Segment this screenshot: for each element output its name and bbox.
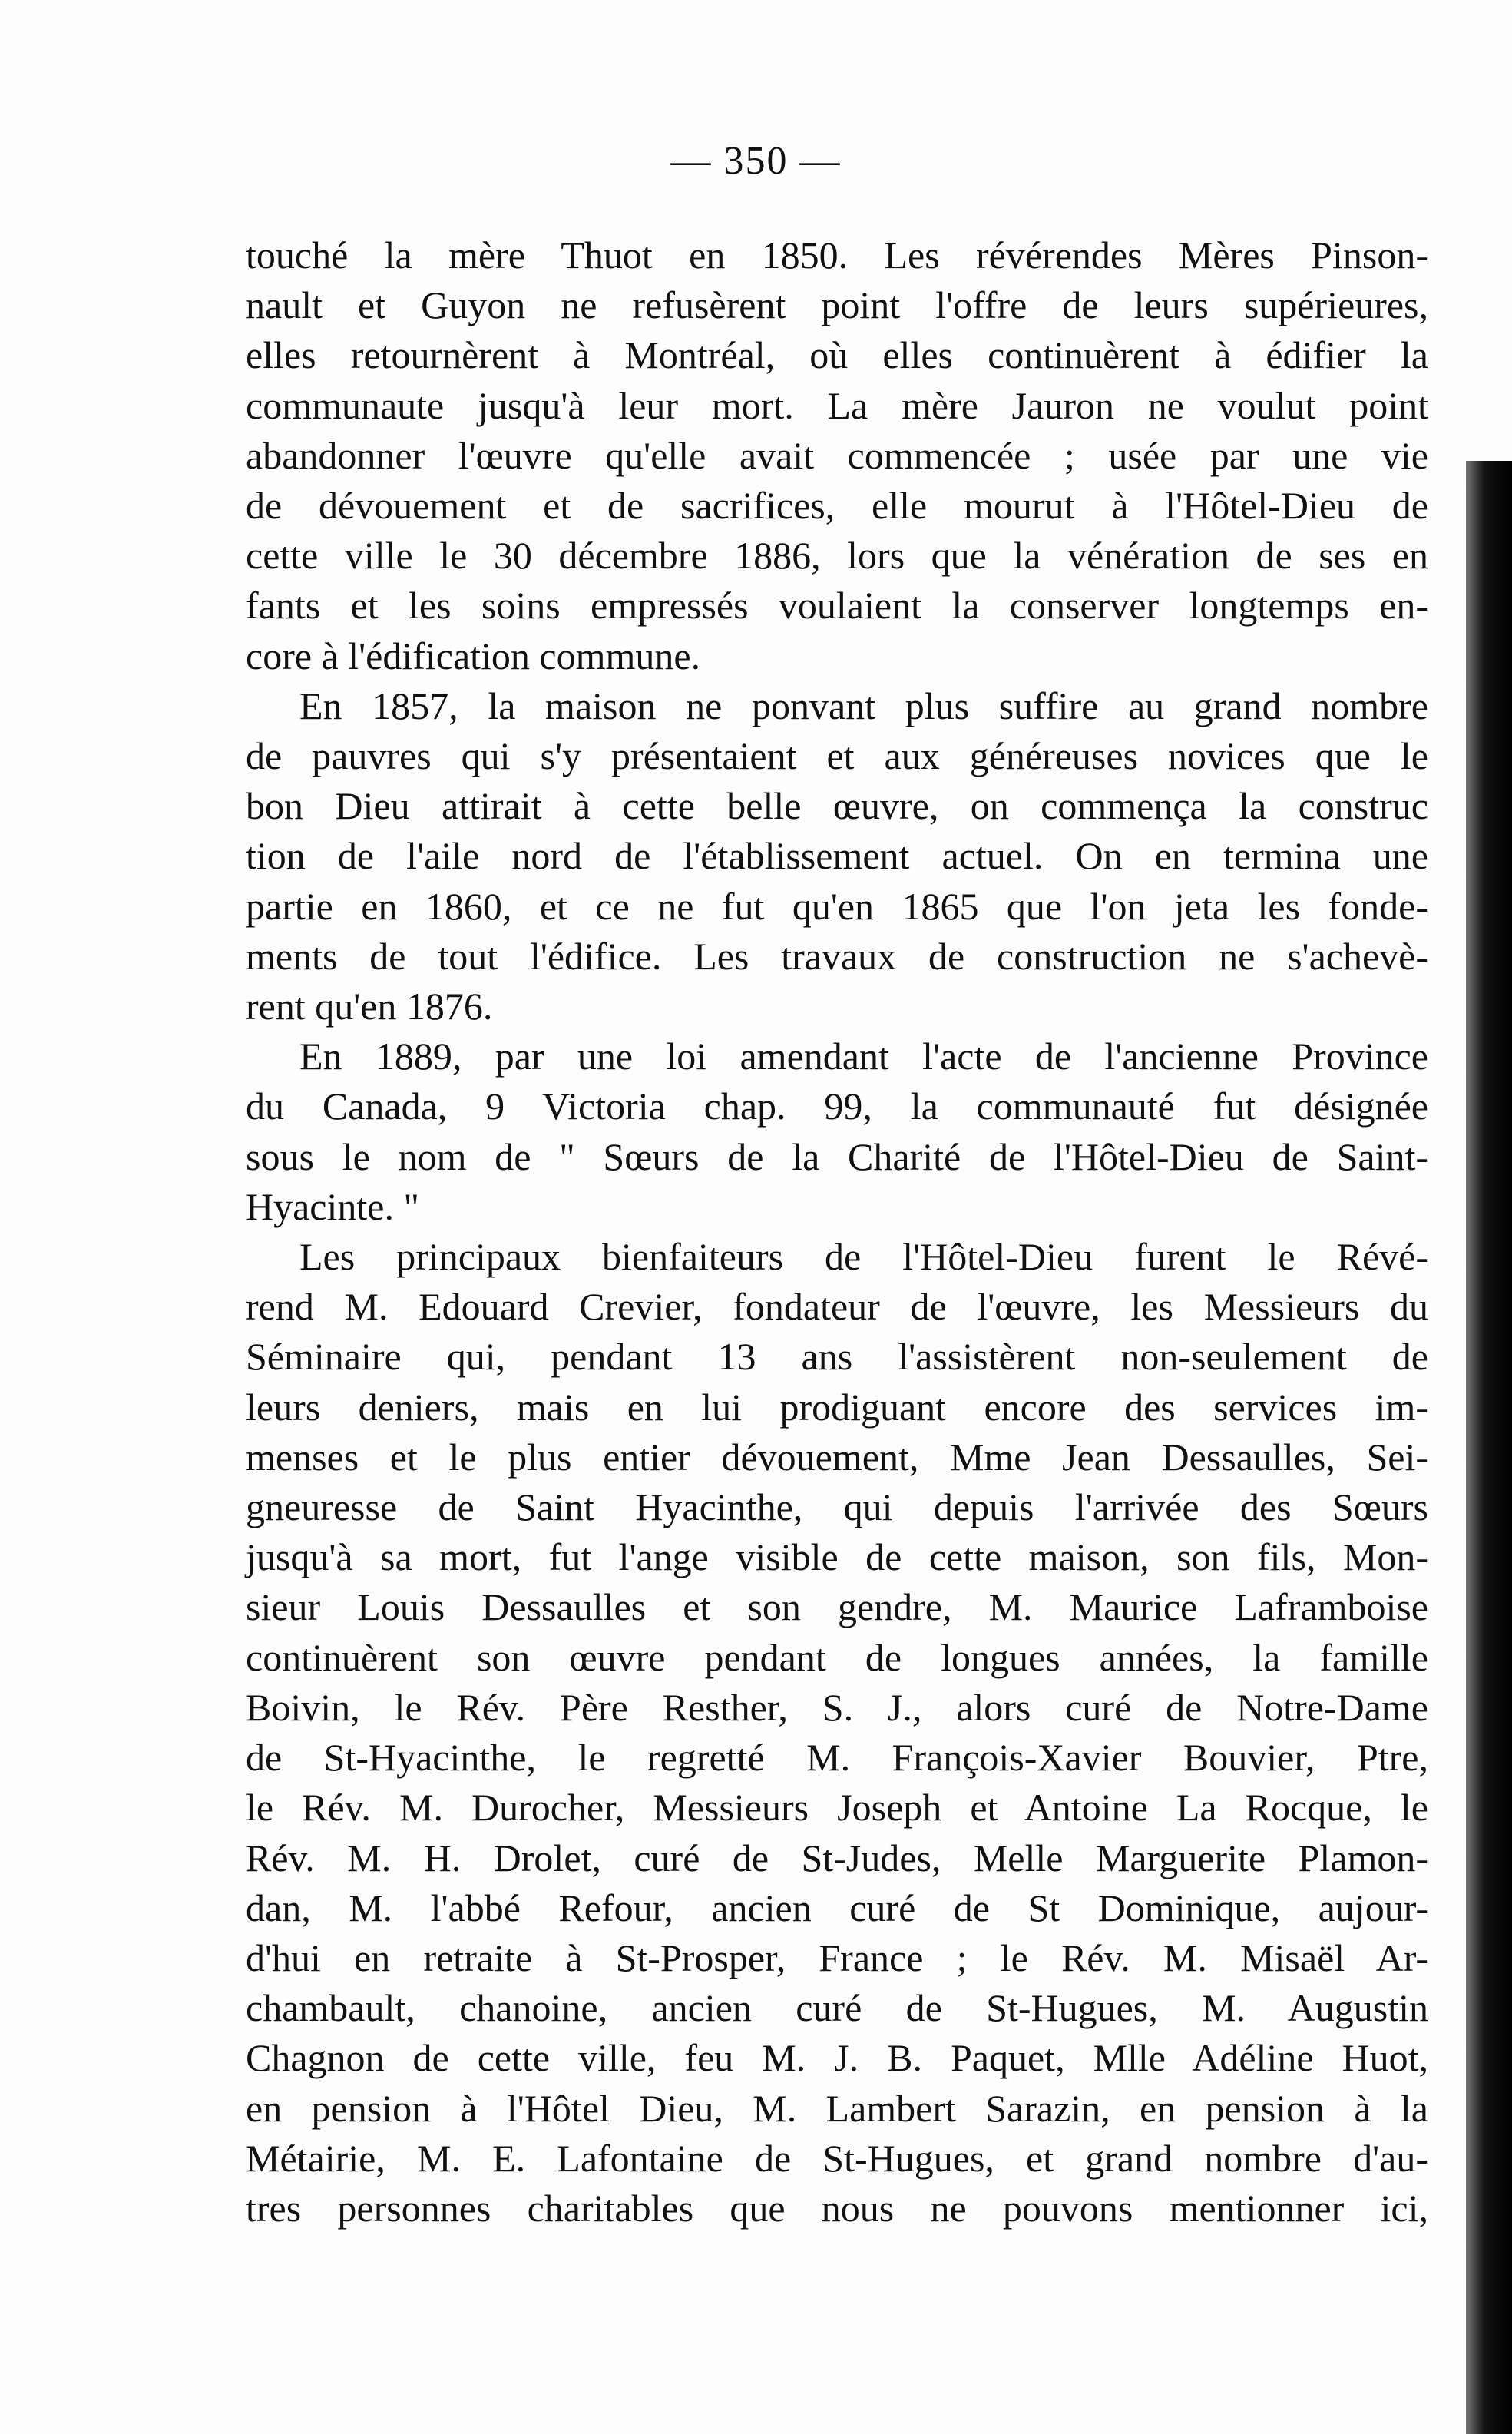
text-line: Hyacinte. " (246, 1184, 419, 1228)
text-line: Chagnon de cette ville, feu M. J. B. Paquet, Mlle Adéline Huot, (246, 2036, 1428, 2080)
text-line: nault et Guyon ne refusèrent point l'offre de leurs supérieures, (246, 283, 1428, 327)
page-number: — 350 — (670, 139, 842, 183)
text-line: fants et les soins empressés voulaient la conserver longtemps en- (246, 584, 1428, 628)
text-line: elles retournèrent à Montréal, où elles continuèrent à édifier la (246, 333, 1428, 377)
text-line: cette ville le 30 décembre 1886, lors que la vénération de ses en (246, 534, 1428, 578)
text-line: continuèrent son œuvre pendant de longues années, la famille (246, 1635, 1428, 1679)
text-line: ments de tout l'édifice. Les travaux de construction ne s'achevè- (246, 934, 1428, 978)
text-line: core à l'édification commune. (246, 634, 701, 677)
page-binding-shadow (1466, 461, 1512, 2434)
text-line: le Rév. M. Durocher, Messieurs Joseph et Antoine La Rocque, le (246, 1786, 1428, 1830)
text-line: Les principaux bienfaiteurs de l'Hôtel-Dieu furent le Révé- (299, 1235, 1428, 1279)
text-line: en pension à l'Hôtel Dieu, M. Lambert Sarazin, en pension à la (246, 2086, 1428, 2130)
text-line: En 1857, la maison ne ponvant plus suffire au grand nombre (299, 684, 1428, 727)
text-line: leurs deniers, mais en lui prodiguant encore des services im- (246, 1385, 1428, 1429)
text-line: abandonner l'œuvre qu'elle avait commencée ; usée par une vie (246, 433, 1428, 477)
text-line: chambault, chanoine, ancien curé de St-Hugues, M. Augustin (246, 1986, 1428, 2030)
text-line: de pauvres qui s'y présentaient et aux généreuses novices que le (246, 734, 1428, 778)
text-line: menses et le plus entier dévouement, Mme Jean Dessaulles, Sei- (246, 1435, 1428, 1479)
text-line: Rév. M. H. Drolet, curé de St-Judes, Melle Marguerite Plamon- (246, 1836, 1428, 1879)
text-line: sous le nom de " Sœurs de la Charité de l'Hôtel-Dieu de Saint- (246, 1134, 1428, 1178)
text-line: sieur Louis Dessaulles et son gendre, M. Maurice Laframboise (246, 1585, 1428, 1629)
text-line: rent qu'en 1876. (246, 985, 493, 1028)
text-line: tion de l'aile nord de l'établissement actuel. On en termina une (246, 834, 1428, 878)
text-line: du Canada, 9 Victoria chap. 99, la communauté fut désignée (246, 1085, 1428, 1128)
text-line: partie en 1860, et ce ne fut qu'en 1865 que l'on jeta les fonde- (246, 884, 1428, 928)
text-line: Séminaire qui, pendant 13 ans l'assistèrent non-seulement de (246, 1335, 1428, 1379)
text-line: dan, M. l'abbé Refour, ancien curé de St Dominique, aujour- (246, 1886, 1428, 1929)
text-line: Métairie, M. E. Lafontaine de St-Hugues, et grand nombre d'au- (246, 2136, 1428, 2180)
text-line: En 1889, par une loi amendant l'acte de l'ancienne Province (299, 1035, 1428, 1078)
text-line: gneuresse de Saint Hyacinthe, qui depuis l'arrivée des Sœurs (246, 1485, 1428, 1529)
text-line: jusqu'à sa mort, fut l'ange visible de cette maison, son fils, Mon- (246, 1535, 1428, 1579)
text-line: tres personnes charitables que nous ne pouvons mentionner ici, (246, 2186, 1428, 2230)
text-line: Boivin, le Rév. Père Resther, S. J., alors curé de Notre-Dame (246, 1685, 1428, 1729)
text-line: de St-Hyacinthe, le regretté M. François-Xavier Bouvier, Ptre, (246, 1736, 1428, 1780)
text-line: rend M. Edouard Crevier, fondateur de l'œuvre, les Messieurs du (246, 1285, 1428, 1329)
text-line: de dévouement et de sacrifices, elle mourut à l'Hôtel-Dieu de (246, 484, 1428, 528)
text-line: d'hui en retraite à St-Prosper, France ; le Rév. M. Misaël Ar- (246, 1936, 1428, 1979)
text-line: touché la mère Thuot en 1850. Les révérendes Mères Pinson- (246, 233, 1428, 277)
text-line: bon Dieu attirait à cette belle œuvre, on commença la construc (246, 784, 1428, 828)
text-line: communaute jusqu'à leur mort. La mère Jauron ne voulut point (246, 383, 1428, 427)
body-text (246, 230, 1428, 2234)
